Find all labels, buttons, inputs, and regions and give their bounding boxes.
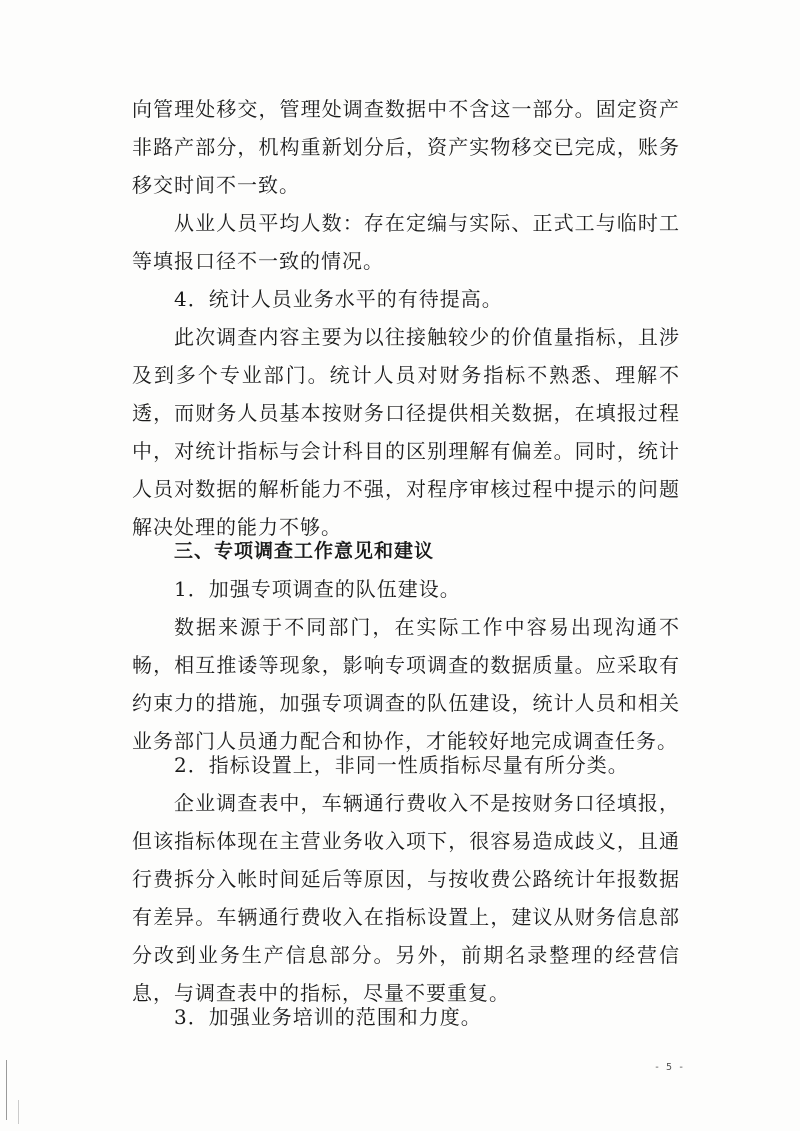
subheading-indicator-settings: 2．指标设置上，非同一性质指标尽量有所分类。: [174, 753, 629, 777]
paragraph-employee-count: 从业人员平均人数：存在定编与实际、正式工与临时工等填报口径不一致的情况。: [132, 211, 680, 273]
subheading-staff-skill: 4．统计人员业务水平的有待提高。: [174, 287, 503, 311]
subheading-training: 3．加强业务培训的范围和力度。: [174, 1005, 482, 1029]
section-heading-suggestions: 三、专项调查工作意见和建议: [174, 540, 435, 562]
subheading-team-building: 1．加强专项调查的队伍建设。: [174, 577, 461, 601]
page-number: - 5 -: [654, 1062, 685, 1073]
paragraph-toll-revenue: 企业调查表中，车辆通行费收入不是按财务口径填报，但该指标体现在主营业务收入项下，很容易造成歧义，且通行费拆分入帐时间延后等原因，与按收费公路统计年报数据有差异。车辆通行费收入在指标设置上，建议从财务信息部分改到业务生产信息部分。另外，前期名录整理的经营信息，与调查表中的指标，尽量不要重复。: [132, 791, 680, 1005]
paragraph-survey-content: 此次调查内容主要为以往接触较少的价值量指标，且涉及到多个专业部门。统计人员对财务指标不熟悉、理解不透，而财务人员基本按财务口径提供相关数据，在填报过程中，对统计指标与会计科目的区别理解有偏差。同时，统计人员对数据的解析能力不强，对程序审核过程中提示的问题解决处理的能力不够。: [132, 325, 680, 539]
scan-edge-mark: [6, 1060, 7, 1120]
scan-edge-mark: [18, 1100, 19, 1124]
paragraph-asset-transfer: 向管理处移交，管理处调查数据中不含这一部分。固定资产非路产部分，机构重新划分后，资产实物移交已完成，账务移交时间不一致。: [132, 97, 680, 197]
paragraph-data-sources: 数据来源于不同部门，在实际工作中容易出现沟通不畅，相互推诿等现象，影响专项调查的数据质量。应采取有约束力的措施，加强专项调查的队伍建设，统计人员和相关业务部门人员通力配合和协作，才能较好地完成调查任务。: [132, 615, 680, 753]
